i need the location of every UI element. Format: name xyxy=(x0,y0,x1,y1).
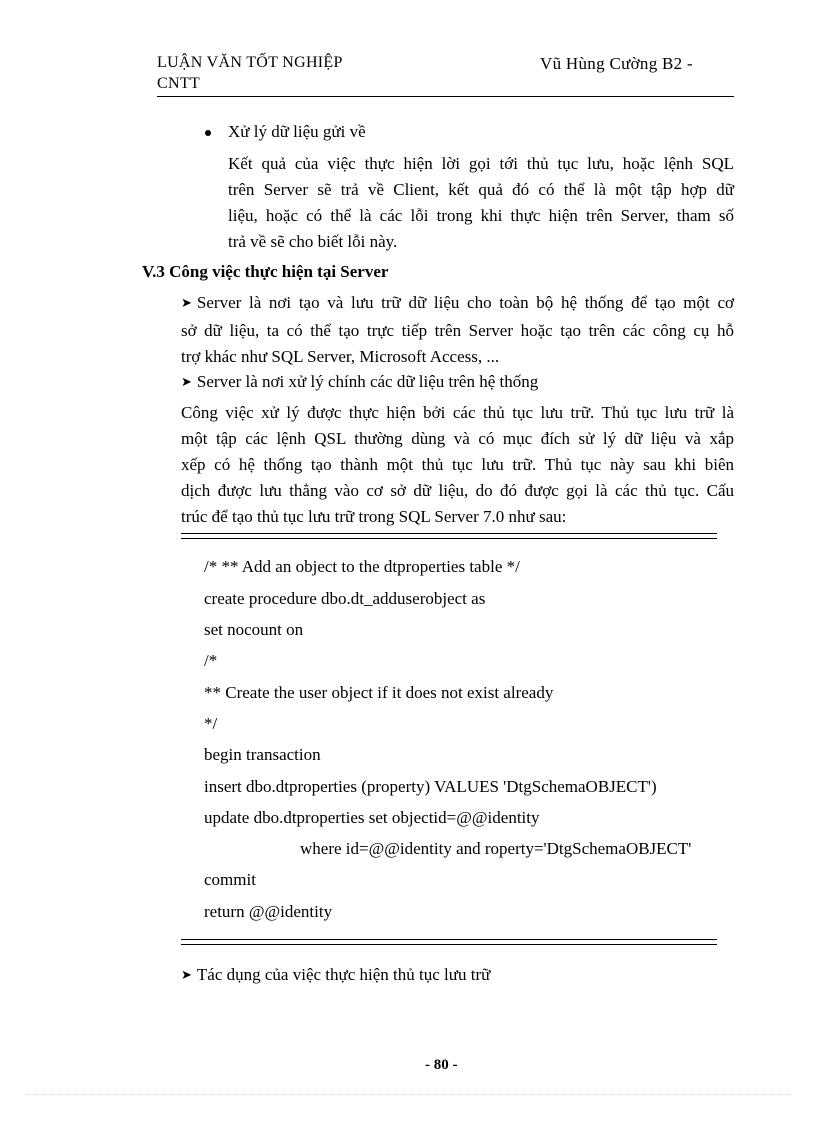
code-line: where id=@@identity and roperty='DtgSchemaOBJECT' xyxy=(300,839,692,858)
bullet-body-line: liệu, hoặc có thể là các lỗi trong khi thực hiện trên Server, tham số xyxy=(228,206,734,225)
section-heading: V.3 Công việc thực hiện tại Server xyxy=(142,262,389,281)
section-item-1 xyxy=(181,290,734,370)
bullet-icon xyxy=(205,130,211,136)
bullet-body-line: trên Server sẽ trả về Client, kết quả đó có thể là một tập hợp dữ xyxy=(228,180,734,199)
header-rule xyxy=(157,96,734,97)
bullet-body-line: Kết quả của việc thực hiện lời gọi tới thủ tục lưu, hoặc lệnh SQL xyxy=(228,154,734,173)
paragraph-line: trúc để tạo thủ tục lưu trữ trong SQL Server 7.0 như sau: xyxy=(181,507,567,526)
code-line: */ xyxy=(204,714,218,733)
code-line: create procedure dbo.dt_adduserobject as xyxy=(204,589,486,608)
arrow-bullet-icon: ➤ xyxy=(181,968,192,983)
header-left-line2: CNTT xyxy=(157,75,200,92)
paragraph-line: xếp có hệ thống tạo thành một thủ tục lưu trữ. Thủ tục này sau khi biên xyxy=(181,455,734,474)
item1-line: Server là nơi tạo và lưu trữ dữ liệu cho toàn bộ hệ thống để tạo một cơ xyxy=(196,293,734,312)
section-item-3 xyxy=(181,965,490,985)
item2-text: Server là nơi xử lý chính các dữ liệu trên hệ thống xyxy=(196,372,539,391)
code-line: ** Create the user object if it does not exist already xyxy=(204,683,554,702)
paragraph-line: một tập các lệnh QSL thường dùng và có mục đích sử lý dữ liệu và xắp xyxy=(181,429,734,448)
bullet-title: Xử lý dữ liệu gửi về xyxy=(228,122,366,141)
code-top-rule xyxy=(181,533,717,539)
code-line: commit xyxy=(204,870,256,889)
code-line: insert dbo.dtproperties (property) VALUES 'DtgSchemaOBJECT') xyxy=(204,777,657,796)
section-item-2 xyxy=(181,372,538,392)
code-line: set nocount on xyxy=(204,620,304,639)
page-number: - 80 - xyxy=(425,1057,458,1073)
code-line: return @@identity xyxy=(204,902,333,921)
section-paragraph xyxy=(181,400,734,530)
code-line: update dbo.dtproperties set objectid=@@identity xyxy=(204,808,540,827)
item3-text: Tác dụng của việc thực hiện thủ tục lưu trữ xyxy=(196,965,491,984)
item1-line: sở dữ liệu, ta có thể tạo trực tiếp trên Server hoặc tạo trên các công cụ hỗ xyxy=(181,321,734,340)
header-right: Vũ Hùng Cường B2 - xyxy=(540,54,693,73)
code-line: /* xyxy=(204,651,218,670)
arrow-bullet-icon: ➤ xyxy=(181,375,192,390)
header-left-line1: LUẬN VĂN TỐT NGHIỆP xyxy=(157,54,343,71)
code-bottom-rule xyxy=(181,939,717,945)
bullet-body-line: trả về sẽ cho biết lỗi này. xyxy=(228,232,398,251)
code-line: begin transaction xyxy=(204,745,321,764)
item1-line: trợ khác như SQL Server, Microsoft Access, ... xyxy=(181,347,500,366)
arrow-bullet-icon: ➤ xyxy=(181,296,192,311)
page-bottom-divider xyxy=(25,1094,791,1095)
bullet-body xyxy=(228,151,734,255)
code-line: /* ** Add an object to the dtproperties table */ xyxy=(204,557,520,576)
paragraph-line: Công việc xử lý được thực hiện bởi các thủ tục lưu trữ. Thủ tục lưu trữ là xyxy=(181,403,734,422)
paragraph-line: dịch được lưu thẳng vào cơ sở dữ liệu, do đó được gọi là các thủ tục. Cấu xyxy=(181,481,734,500)
